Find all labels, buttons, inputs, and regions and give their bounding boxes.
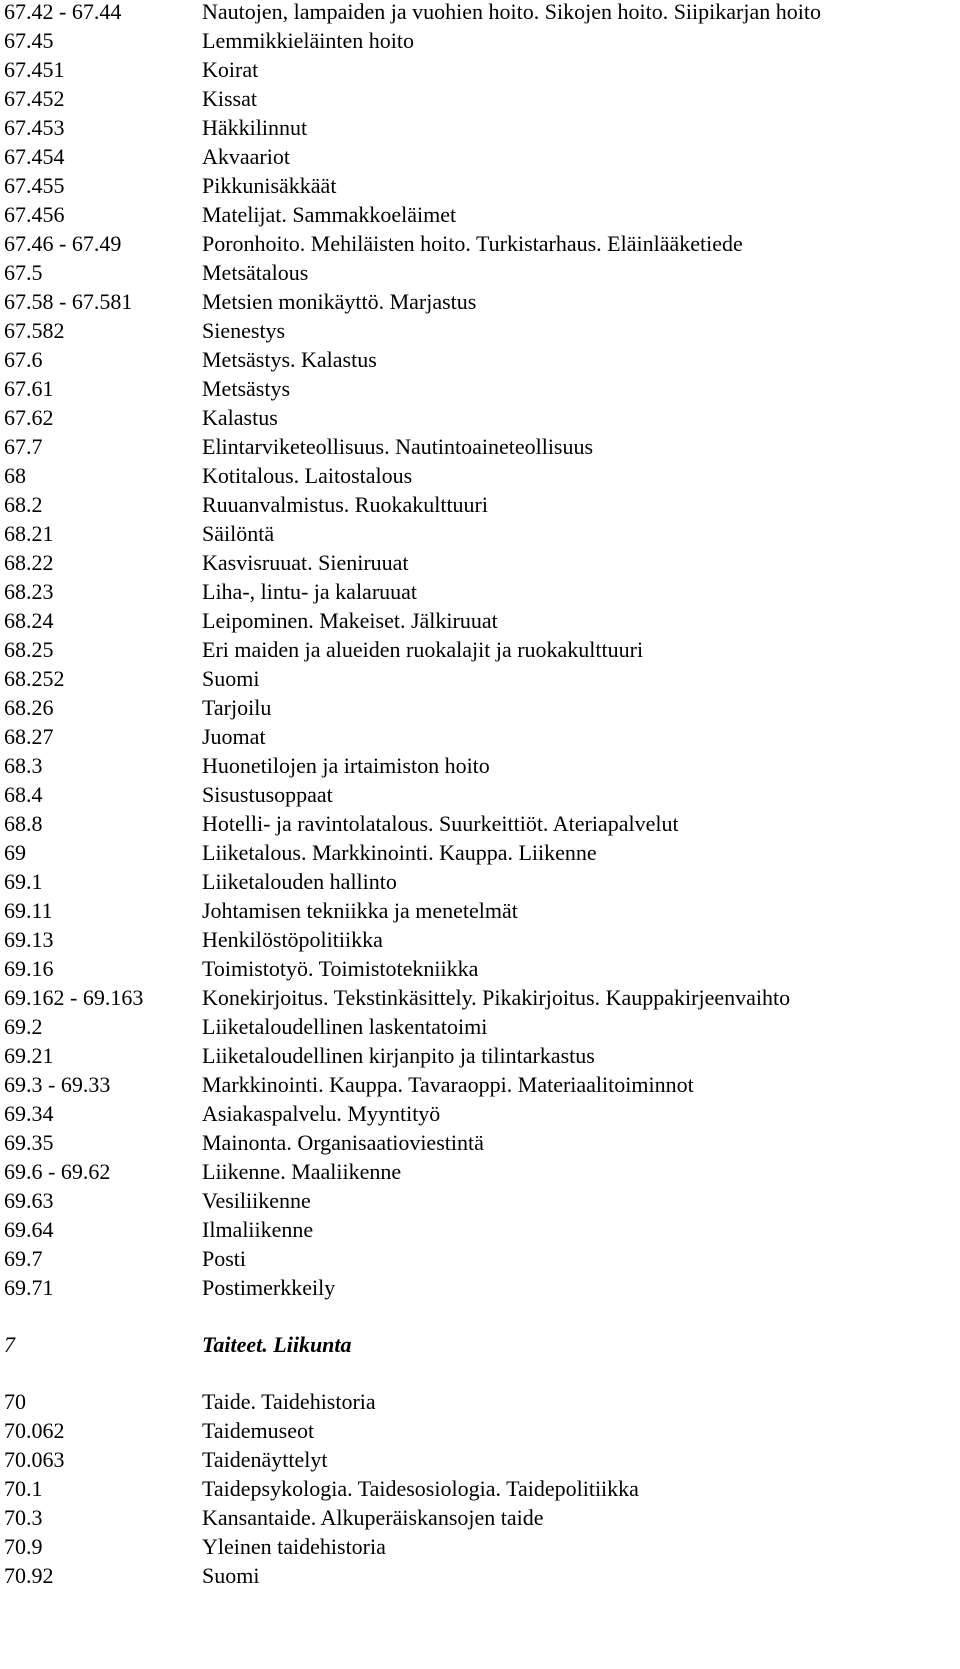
class-title: Toimistotyö. Toimistotekniikka — [202, 956, 479, 981]
class-title: Posti — [202, 1246, 247, 1271]
class-code: 69.64 — [4, 1217, 54, 1242]
class-title: Suomi — [202, 666, 260, 691]
list-item — [4, 809, 956, 838]
class-title: Matelijat. Sammakkoeläimet — [202, 202, 457, 227]
class-title: Kissat — [202, 86, 257, 111]
class-code: 68.4 — [4, 782, 43, 807]
list-item — [4, 954, 956, 983]
class-code: 68.24 — [4, 608, 54, 633]
class-code: 69 — [4, 840, 26, 865]
class-code: 69.1 — [4, 869, 43, 894]
class-code: 70 — [4, 1389, 26, 1414]
list-item — [4, 1099, 956, 1128]
class-title: Metsätalous — [202, 260, 309, 285]
list-item — [4, 1186, 956, 1215]
class-title: Pikkunisäkkäät — [202, 173, 337, 198]
list-item — [4, 577, 956, 606]
class-code: 68.27 — [4, 724, 54, 749]
class-title: Liiketaloudellinen laskentatoimi — [202, 1014, 488, 1039]
class-title: Sisustusoppaat — [202, 782, 333, 807]
list-item — [4, 1532, 956, 1561]
class-code: 68.8 — [4, 811, 43, 836]
list-item — [4, 316, 956, 345]
class-code: 69.2 — [4, 1014, 43, 1039]
list-item — [4, 548, 956, 577]
class-title: Kotitalous. Laitostalous — [202, 463, 413, 488]
class-title: Hotelli- ja ravintolatalous. Suurkeittiöt. Ateriapalvelut — [202, 811, 679, 836]
class-title: Tarjoilu — [202, 695, 272, 720]
list-item — [4, 229, 956, 258]
classification-list — [4, 0, 956, 1590]
class-title: Mainonta. Organisaatioviestintä — [202, 1130, 484, 1155]
class-title: Postimerkkeily — [202, 1275, 336, 1300]
list-item — [4, 1012, 956, 1041]
class-code: 69.63 — [4, 1188, 54, 1213]
list-item — [4, 1215, 956, 1244]
class-code: 67.451 — [4, 57, 65, 82]
class-title: Ilmaliikenne — [202, 1217, 314, 1242]
list-item — [4, 606, 956, 635]
class-code: 68.21 — [4, 521, 54, 546]
class-code: 68.26 — [4, 695, 54, 720]
class-title: Johtamisen tekniikka ja menetelmät — [202, 898, 518, 923]
class-code: 68 — [4, 463, 26, 488]
list-item — [4, 432, 956, 461]
class-title: Taidemuseot — [202, 1418, 315, 1443]
class-title: Kasvisruuat. Sieniruuat — [202, 550, 409, 575]
class-title: Koirat — [202, 57, 259, 82]
class-code: 69.3 - 69.33 — [4, 1072, 111, 1097]
list-item — [4, 287, 956, 316]
class-code: 68.23 — [4, 579, 54, 604]
list-item — [4, 374, 956, 403]
list-item — [4, 1416, 956, 1445]
class-title: Metsien monikäyttö. Marjastus — [202, 289, 477, 314]
class-title: Eri maiden ja alueiden ruokalajit ja ruokakulttuuri — [202, 637, 644, 662]
class-code: 68.25 — [4, 637, 54, 662]
class-title: Häkkilinnut — [202, 115, 308, 140]
list-item — [4, 693, 956, 722]
list-item — [4, 200, 956, 229]
list-item — [4, 1474, 956, 1503]
class-code: 69.6 - 69.62 — [4, 1159, 111, 1184]
list-item — [4, 1041, 956, 1070]
class-code: 67.453 — [4, 115, 65, 140]
class-code: 67.42 - 67.44 — [4, 0, 122, 24]
list-item — [4, 1070, 956, 1099]
class-title: Nautojen, lampaiden ja vuohien hoito. Sikojen hoito. Siipikarjan hoito — [202, 0, 821, 24]
class-title: Sienestys — [202, 318, 286, 343]
class-title: Markkinointi. Kauppa. Tavaraoppi. Materiaalitoiminnot — [202, 1072, 694, 1097]
class-code: 69.35 — [4, 1130, 54, 1155]
class-code: 67.7 — [4, 434, 43, 459]
class-title: Elintarviketeollisuus. Nautintoaineteollisuus — [202, 434, 594, 459]
list-item — [4, 55, 956, 84]
class-title: Vesiliikenne — [202, 1188, 311, 1213]
list-item — [4, 896, 956, 925]
class-code: 67.582 — [4, 318, 65, 343]
class-title: Säilöntä — [202, 521, 275, 546]
list-item — [4, 664, 956, 693]
class-title: Poronhoito. Mehiläisten hoito. Turkistarhaus. Eläinlääketiede — [202, 231, 743, 256]
class-title: Akvaariot — [202, 144, 290, 169]
class-title: Asiakaspalvelu. Myyntityö — [202, 1101, 441, 1126]
section-title: Taiteet. Liikunta — [202, 1332, 352, 1357]
class-title: Liiketalouden hallinto — [202, 869, 397, 894]
class-title: Liha-, lintu- ja kalaruuat — [202, 579, 418, 604]
class-title: Ruuanvalmistus. Ruokakulttuuri — [202, 492, 488, 517]
list-item — [4, 258, 956, 287]
class-code: 70.3 — [4, 1505, 43, 1530]
class-code: 67.62 — [4, 405, 54, 430]
class-code: 69.21 — [4, 1043, 54, 1068]
list-item — [4, 26, 956, 55]
list-item — [4, 1503, 956, 1532]
class-title: Metsästys. Kalastus — [202, 347, 377, 372]
list-item — [4, 461, 956, 490]
list-item — [4, 983, 956, 1012]
list-item — [4, 519, 956, 548]
class-title: Juomat — [202, 724, 266, 749]
class-title: Lemmikkieläinten hoito — [202, 28, 415, 53]
class-code: 70.92 — [4, 1563, 54, 1588]
class-code: 67.46 - 67.49 — [4, 231, 122, 256]
list-item — [4, 0, 956, 26]
list-item — [4, 1157, 956, 1186]
class-code: 69.13 — [4, 927, 54, 952]
class-code: 68.3 — [4, 753, 43, 778]
class-code: 67.456 — [4, 202, 65, 227]
section-code: 7 — [4, 1332, 15, 1357]
class-title: Metsästys — [202, 376, 290, 401]
list-item — [4, 1445, 956, 1474]
list-item — [4, 1561, 956, 1590]
class-title: Leipominen. Makeiset. Jälkiruuat — [202, 608, 498, 633]
list-item — [4, 867, 956, 896]
class-code: 70.9 — [4, 1534, 43, 1559]
class-code: 70.062 — [4, 1418, 65, 1443]
class-title: Taidenäyttelyt — [202, 1447, 328, 1472]
class-code: 69.16 — [4, 956, 54, 981]
class-code: 70.1 — [4, 1476, 43, 1501]
list-item — [4, 171, 956, 200]
class-code: 69.11 — [4, 898, 53, 923]
class-code: 69.162 - 69.163 — [4, 985, 144, 1010]
list-item — [4, 490, 956, 519]
class-code: 68.22 — [4, 550, 54, 575]
class-title: Kalastus — [202, 405, 278, 430]
list-item — [4, 780, 956, 809]
list-item — [4, 345, 956, 374]
list-item — [4, 1387, 956, 1416]
class-code: 70.063 — [4, 1447, 65, 1472]
list-item — [4, 925, 956, 954]
class-title: Taide. Taidehistoria — [202, 1389, 376, 1414]
class-code: 69.7 — [4, 1246, 43, 1271]
class-code: 68.2 — [4, 492, 43, 517]
list-item — [4, 1244, 956, 1273]
class-title: Yleinen taidehistoria — [202, 1534, 386, 1559]
list-item — [4, 838, 956, 867]
class-code: 67.61 — [4, 376, 54, 401]
list-item — [4, 113, 956, 142]
class-title: Konekirjoitus. Tekstinkäsittely. Pikakirjoitus. Kauppakirjeenvaihto — [202, 985, 791, 1010]
class-code: 67.6 — [4, 347, 43, 372]
list-item — [4, 722, 956, 751]
class-code: 67.5 — [4, 260, 43, 285]
class-code: 67.58 - 67.581 — [4, 289, 133, 314]
class-title: Liiketalous. Markkinointi. Kauppa. Liikenne — [202, 840, 597, 865]
class-code: 67.452 — [4, 86, 65, 111]
class-code: 69.71 — [4, 1275, 54, 1300]
list-item — [4, 1273, 956, 1302]
class-title: Liiketaloudellinen kirjanpito ja tilintarkastus — [202, 1043, 595, 1068]
list-item — [4, 142, 956, 171]
class-code: 67.454 — [4, 144, 65, 169]
class-code: 68.252 — [4, 666, 65, 691]
class-title: Liikenne. Maaliikenne — [202, 1159, 402, 1184]
list-item — [4, 403, 956, 432]
class-code: 67.455 — [4, 173, 65, 198]
class-title: Suomi — [202, 1563, 260, 1588]
class-title: Taidepsykologia. Taidesosiologia. Taidepolitiikka — [202, 1476, 639, 1501]
list-item — [4, 751, 956, 780]
section-heading — [4, 1330, 956, 1359]
class-title: Huonetilojen ja irtaimiston hoito — [202, 753, 490, 778]
class-code: 67.45 — [4, 28, 54, 53]
class-code: 69.34 — [4, 1101, 54, 1126]
list-item — [4, 1128, 956, 1157]
list-item — [4, 84, 956, 113]
list-item — [4, 635, 956, 664]
class-title: Kansantaide. Alkuperäiskansojen taide — [202, 1505, 544, 1530]
class-title: Henkilöstöpolitiikka — [202, 927, 383, 952]
